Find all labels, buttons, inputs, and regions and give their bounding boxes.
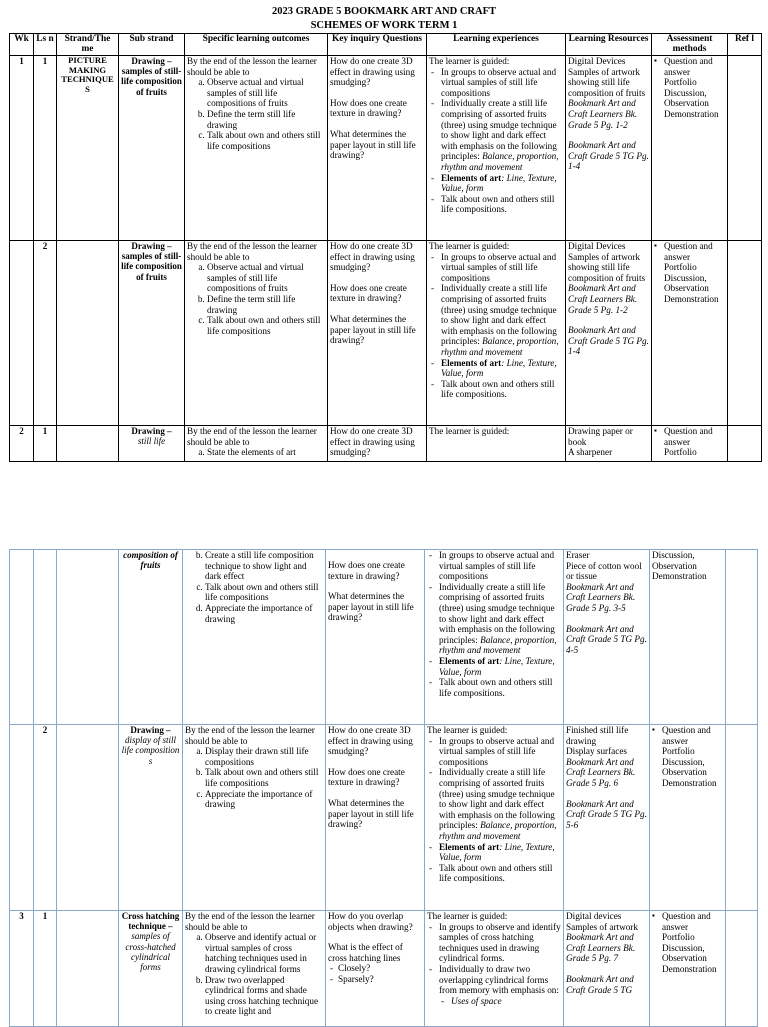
header-questions: Key inquiry Questions	[328, 34, 427, 56]
assessment-item: Demonstration	[652, 571, 707, 582]
strand-cell	[57, 241, 119, 426]
outcome-item: b. Talk about own and others still life compositions	[205, 767, 323, 788]
assessment-item: Discussion,	[664, 272, 707, 283]
assessment-item: Observation	[664, 283, 709, 294]
substrand-text: Drawing – samples of still-life composition of fruits	[121, 56, 182, 97]
outcome-item: a. Observe actual and virtual samples of still life compositions of fruits	[207, 262, 325, 294]
resource-item: Bookmark Art and Craft Learners Bk. Grade 5 Pg. 1-2	[568, 283, 638, 315]
experience-item: - In groups to observe actual and virtual samples of still life compositions	[441, 67, 563, 99]
experiences-intro: The learner is guided:	[427, 725, 508, 735]
substrand-cell	[119, 56, 185, 241]
question-subitem: - Closely?	[328, 963, 422, 974]
header-substrand: Sub strand	[119, 34, 185, 56]
experience-item: - Talk about own and others still life compositions.	[439, 863, 561, 884]
outcomes-intro: By the end of the lesson the learner should be able to	[187, 426, 317, 447]
spacer	[566, 614, 647, 624]
substrand-text: Drawing –	[130, 725, 171, 735]
outcome-item: a. Observe actual and virtual samples of still life compositions of fruits	[207, 77, 325, 109]
table-row	[10, 911, 758, 1027]
experience-item: - Talk about own and others still life compositions.	[441, 379, 563, 400]
questions-cell: How do one create 3D effect in drawing using smudging?	[328, 426, 427, 462]
assessment-item: Demonstration	[664, 293, 719, 304]
substrand-text: Drawing – samples of still-life composition of fruits	[121, 241, 182, 282]
lesson-cell: 2	[34, 725, 57, 911]
ref-cell	[728, 241, 762, 426]
experience-text: Individually create a still life comprising of assorted fruits (three) using smudge technique to show light and dark effect with emphasis on the following principles:	[439, 581, 555, 645]
outcome-item: a. Display their drawn still life compositions	[205, 746, 323, 767]
experience-item: - Talk about own and others still life compositions.	[441, 194, 563, 215]
strand-cell	[57, 550, 119, 725]
experiences-cell	[427, 56, 566, 241]
question-item: What determines the paper layout in still life drawing?	[328, 591, 414, 623]
resource-item: Bookmark Art and Craft Learners Bk. Grade 5 Pg. 7	[566, 932, 636, 964]
table-row	[10, 56, 762, 241]
questions-cell	[326, 550, 425, 725]
experience-item: - In groups to observe actual and virtual samples of still life compositions	[441, 252, 563, 284]
substrand-cell	[119, 911, 183, 1027]
header-ref: Ref l	[728, 34, 762, 56]
assessment-item: Observation	[652, 560, 697, 571]
assessment-item: Portfolio	[664, 447, 697, 458]
document-subtitle: SCHEMES OF WORK TERM 1	[310, 20, 458, 31]
outcomes-cell	[185, 241, 328, 426]
substrand-cell	[119, 725, 183, 911]
experiences-cell	[425, 911, 564, 1027]
assessment-item: Portfolio	[664, 77, 697, 88]
ref-cell	[726, 725, 758, 911]
resource-item: Bookmark Art and Craft Grade 5 TG Pg. 4-5	[566, 623, 647, 655]
experience-item	[439, 767, 561, 841]
questions-cell	[328, 56, 427, 241]
resource-item: Bookmark Art and Craft Learners Bk. Grade 5 Pg. 1-2	[568, 98, 638, 130]
experience-item	[439, 842, 561, 863]
question-subitem: - Sparsely?	[328, 974, 422, 985]
week-cell	[10, 241, 34, 426]
outcomes-cell	[185, 56, 328, 241]
question-item: How do one create 3D effect in drawing using smudging?	[328, 725, 413, 757]
question-item: How does one create texture in drawing?	[330, 97, 407, 119]
outcome-item: d. Appreciate the importance of drawing	[205, 603, 323, 624]
experience-item	[441, 283, 563, 357]
outcomes-cell	[183, 911, 326, 1027]
experience-item	[439, 582, 561, 656]
strand-cell	[57, 911, 119, 1027]
outcome-item: b. Draw two overlapped cylindrical forms and shade using cross hatching technique to create light and	[205, 975, 323, 1017]
question-item: What determines the paper layout in still life drawing?	[330, 313, 416, 346]
ref-cell	[728, 426, 762, 462]
assessment-item: Portfolio	[662, 746, 695, 757]
header-wk: Wk	[10, 34, 34, 56]
resource-item: Piece of cotton wool or tissue	[566, 560, 642, 582]
week-cell: 2	[10, 426, 34, 462]
outcomes-intro: By the end of the lesson the learner should be able to	[187, 241, 317, 262]
assessment-cell	[652, 241, 728, 426]
principles-text: Balance, proportion, rhythm and movement	[439, 820, 557, 841]
outcome-item: a. Observe and identify actual or virtual samples of cross hatching techniques used in drawing cylindrical forms	[205, 932, 323, 974]
ref-cell	[726, 911, 758, 1027]
substrand-italic: still life	[137, 436, 166, 447]
elements-text: : Line, Texture, Value, form	[441, 357, 557, 379]
assessment-item: Observation	[664, 98, 709, 109]
questions-cell	[326, 911, 425, 1027]
assessment-item: Discussion,	[664, 87, 707, 98]
ref-cell	[728, 56, 762, 241]
experiences-cell	[425, 725, 564, 911]
assessment-cell	[652, 56, 728, 241]
resource-item: Eraser	[566, 550, 590, 560]
outcomes-intro: By the end of the lesson the learner should be able to	[185, 725, 315, 746]
outcome-item: b. Define the term still life drawing	[207, 109, 325, 130]
week-cell: 1	[10, 56, 34, 241]
elements-label: Elements of art	[441, 357, 502, 368]
header-outcomes: Specific learning outcomes	[185, 34, 328, 56]
resource-item: Samples of artwork showing still life composition of fruits	[568, 251, 646, 283]
assessment-item: Portfolio	[662, 932, 695, 943]
resource-item: Bookmark Art and Craft Grade 5 TG	[566, 973, 634, 995]
resource-item: Digital Devices	[568, 56, 626, 66]
resource-item: Samples of artwork	[566, 921, 638, 932]
assessment-item: Demonstration	[662, 963, 717, 974]
question-item: How does one create texture in drawing?	[330, 282, 407, 304]
outcomes-cell	[185, 426, 328, 462]
assessment-cell	[650, 550, 726, 725]
substrand-cell	[119, 550, 183, 725]
substrand-italic: samples of cross-hatched cylindrical forms	[125, 931, 176, 973]
assessment-item: Observation	[662, 953, 707, 964]
strand-cell	[57, 426, 119, 462]
assessment-item: ▪ Question and answer	[664, 426, 725, 447]
elements-text: : Line, Texture, Value, form	[439, 655, 555, 677]
assessment-item: Demonstration	[664, 108, 719, 119]
lesson-cell: 2	[34, 241, 57, 426]
experiences-cell: The learner is guided:	[427, 426, 566, 462]
question-item: How does one create texture in drawing?	[328, 766, 405, 788]
outcome-item: c. Talk about own and others still life compositions	[207, 315, 325, 336]
principles-text: Balance, proportion, rhythm and movement	[441, 336, 559, 357]
substrand-cell	[119, 241, 185, 426]
lesson-cell	[34, 550, 57, 725]
lesson-cell: 1	[34, 56, 57, 241]
header-row	[10, 34, 762, 56]
experiences-intro: The learner is guided:	[427, 911, 508, 921]
week-cell	[10, 550, 34, 725]
resource-item: Bookmark Art and Craft Learners Bk. Grade 5 Pg. 3-5	[566, 581, 636, 613]
outcome-item: a. State the elements of art	[207, 447, 325, 458]
outcome-item: c. Appreciate the importance of drawing	[205, 789, 323, 810]
experience-item	[441, 173, 563, 194]
experience-item: - Individually to draw two overlapping cylindrical forms from memory with emphasis on:	[439, 964, 561, 996]
outcome-item: c. Talk about own and others still life compositions	[205, 582, 323, 603]
elements-label: Elements of art	[439, 841, 500, 852]
experience-text: Individually create a still life comprising of assorted fruits (three) using smudge technique to show light and dark effect with emphasis on the following principles:	[441, 283, 557, 347]
assessment-item: ▪ Question and answer	[664, 56, 725, 77]
experience-item: - Talk about own and others still life compositions.	[439, 677, 561, 698]
header-strand: Strand/The me	[57, 34, 119, 56]
substrand-cell	[119, 426, 185, 462]
experience-item: - In groups to observe actual and virtual samples of still life compositions	[439, 550, 561, 582]
substrand-italic: display of still life composition s	[121, 735, 180, 766]
experience-item: - In groups to observe and identify samples of cross hatching techniques used in drawing cylindrical forms.	[439, 922, 561, 964]
assessment-cell	[650, 725, 726, 911]
elements-label: Elements of art	[441, 172, 502, 183]
header-resources: Learning Resources	[566, 34, 652, 56]
question-item: How do one create 3D effect in drawing using smudging?	[330, 56, 415, 88]
resources-cell	[564, 725, 650, 911]
elements-text: : Line, Texture, Value, form	[439, 841, 555, 863]
spacer	[568, 315, 649, 325]
outcome-item: c. Talk about own and others still life compositions	[207, 130, 325, 151]
assessment-item: ▪ Question and answer	[664, 241, 725, 262]
table-row	[10, 241, 762, 426]
resource-item: Digital Devices	[568, 241, 626, 251]
elements-label: Elements of art	[439, 655, 500, 666]
experience-text: Individually create a still life comprising of assorted fruits (three) using smudge technique to show light and dark effect with emphasis on the following principles:	[439, 767, 555, 831]
experience-text: Individually create a still life comprising of assorted fruits (three) using smudge technique to show light and dark effect with emphasis on the following principles:	[441, 98, 557, 162]
question-item: What is the effect of cross hatching lines	[328, 942, 403, 963]
table-row	[10, 426, 762, 462]
header-lsn: Ls n	[34, 34, 57, 56]
resources-cell	[566, 56, 652, 241]
experience-subitem: - Uses of space	[439, 996, 561, 1007]
outcomes-intro: By the end of the lesson the learner should be able to	[187, 56, 317, 77]
ref-cell	[726, 550, 758, 725]
question-item: How do you overlap objects when drawing?	[328, 911, 413, 932]
assessment-item: ▪ Question and answer	[662, 725, 723, 746]
spacer	[566, 789, 647, 799]
question-item: How does one create texture in drawing?	[328, 560, 405, 581]
resource-item: Digital devices	[566, 911, 622, 921]
assessment-item: Demonstration	[662, 777, 717, 788]
experiences-cell	[425, 550, 564, 725]
assessment-item: Discussion,	[662, 942, 705, 953]
table-row	[10, 725, 758, 911]
resource-item: Bookmark Art and Craft Grade 5 TG Pg. 1-4	[568, 325, 649, 357]
substrand-text: Cross hatching technique –	[121, 911, 180, 932]
assessment-item: Portfolio	[664, 262, 697, 273]
resource-item: Bookmark Art and Craft Grade 5 TG Pg. 5-6	[566, 798, 647, 830]
assessment-item: Discussion,	[652, 550, 695, 560]
resource-item: Samples of artwork showing still life composition of fruits	[568, 66, 646, 98]
resource-item: Finished still life drawing	[566, 725, 629, 746]
outcome-item: b. Define the term still life drawing	[207, 294, 325, 315]
question-item: What determines the paper layout in still life drawing?	[328, 797, 414, 830]
principles-text: Balance, proportion, rhythm and movement	[439, 634, 557, 656]
elements-text: : Line, Texture, Value, form	[441, 172, 557, 194]
resource-item: Drawing paper or book	[568, 426, 633, 447]
spacer	[566, 964, 647, 974]
lesson-cell: 1	[34, 911, 57, 1027]
document-title: 2023 GRADE 5 BOOKMARK ART AND CRAFT	[271, 6, 497, 17]
experience-item: - In groups to observe actual and virtual samples of still life compositions	[439, 736, 561, 768]
strand-cell	[57, 725, 119, 911]
outcome-item: b. Create a still life composition technique to show light and dark effect	[205, 550, 323, 582]
assessment-item: ▪ Question and answer	[662, 911, 723, 932]
experience-item	[441, 358, 563, 379]
experiences-cell	[427, 241, 566, 426]
questions-cell	[328, 241, 427, 426]
outcomes-cell	[183, 725, 326, 911]
header-experiences: Learning experiences	[427, 34, 566, 56]
week-cell	[10, 725, 34, 911]
experiences-intro: The learner is guided:	[429, 56, 510, 66]
outcomes-intro: By the end of the lesson the learner should be able to	[185, 911, 315, 932]
resource-item: A sharpener	[568, 447, 613, 458]
schemes-table-page2	[9, 549, 758, 1027]
experience-item	[441, 98, 563, 172]
resource-item: Display surfaces	[566, 746, 627, 757]
question-item: How do one create 3D effect in drawing using smudging?	[330, 241, 415, 273]
resource-item: Bookmark Art and Craft Grade 5 TG Pg. 1-4	[568, 140, 649, 172]
resource-item: Bookmark Art and Craft Learners Bk. Grade 5 Pg. 6	[566, 756, 636, 788]
schemes-table-page1	[9, 33, 762, 462]
assessment-cell	[650, 911, 726, 1027]
substrand-italic: composition of fruits	[123, 550, 178, 571]
resources-cell	[566, 241, 652, 426]
week-cell: 3	[10, 911, 34, 1027]
experiences-intro: The learner is guided:	[429, 241, 510, 251]
assessment-item: Discussion,	[662, 756, 705, 767]
assessment-item: Observation	[662, 767, 707, 778]
header-assessment: Assessment methods	[652, 34, 728, 56]
question-item: What determines the paper layout in still life drawing?	[330, 128, 416, 161]
experience-item	[439, 656, 561, 677]
spacer	[568, 130, 649, 140]
table-row	[10, 550, 758, 725]
assessment-cell	[652, 426, 728, 462]
strand-cell: PICTURE MAKING TECHNIQUE S	[57, 56, 119, 241]
questions-cell	[326, 725, 425, 911]
outcomes-cell	[183, 550, 326, 725]
lesson-cell: 1	[34, 426, 57, 462]
substrand-text: Drawing –	[131, 426, 172, 436]
principles-text: Balance, proportion, rhythm and movement	[441, 151, 559, 172]
resources-cell	[566, 426, 652, 462]
resources-cell	[564, 550, 650, 725]
resources-cell	[564, 911, 650, 1027]
